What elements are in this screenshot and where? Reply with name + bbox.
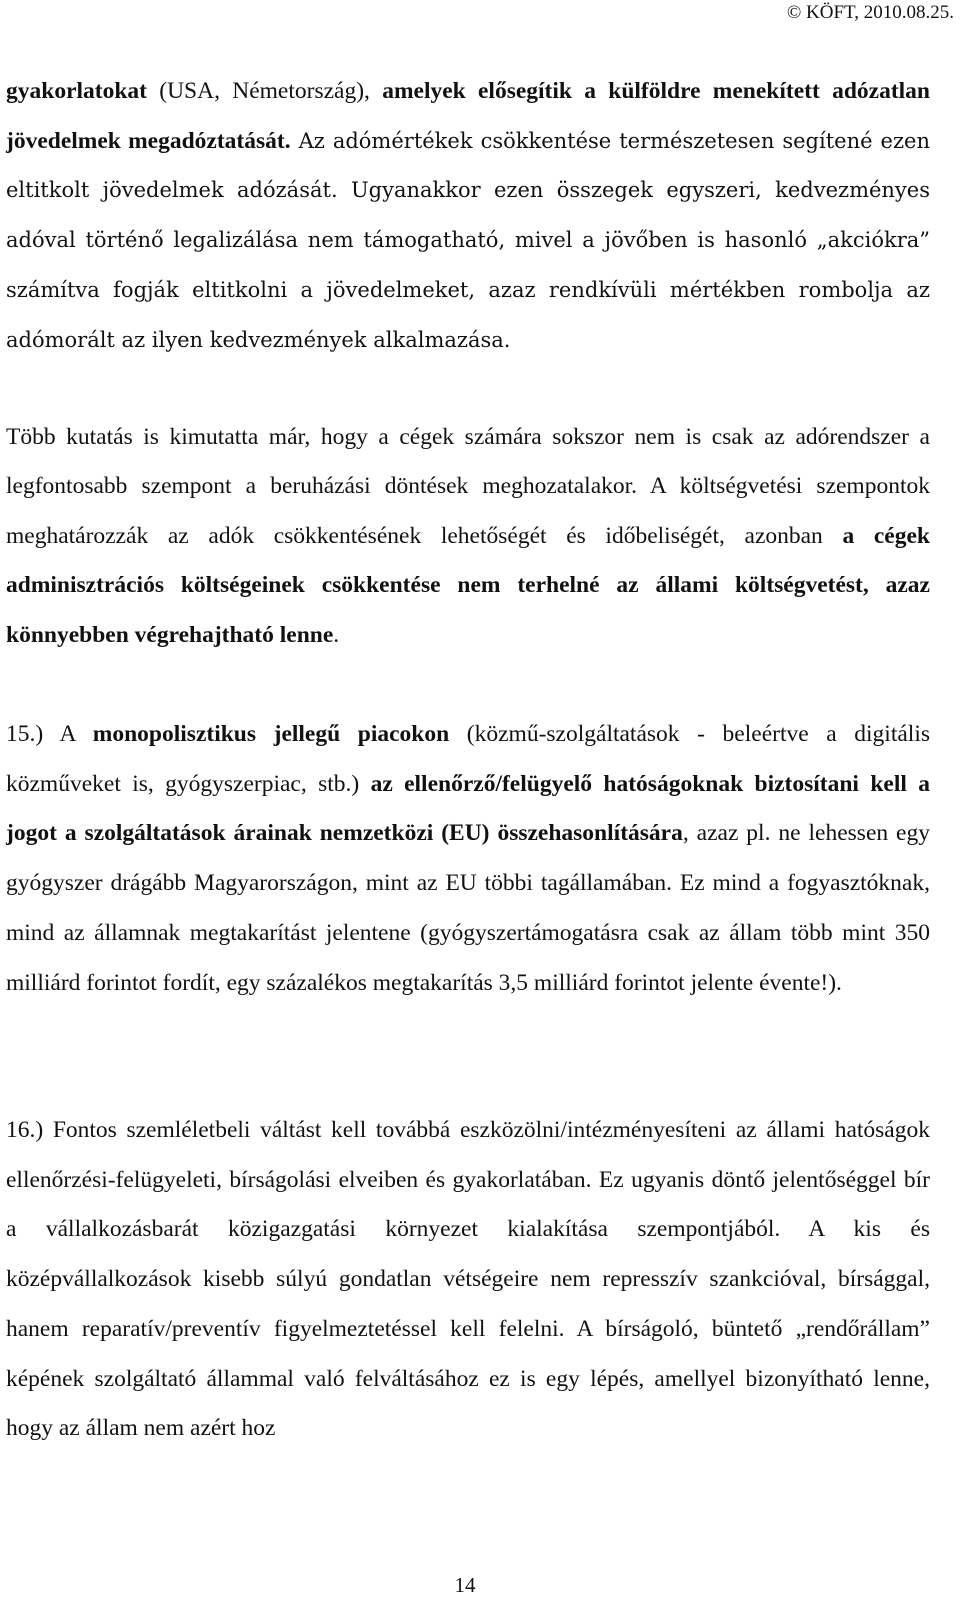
text-run: 15.) A <box>6 721 93 747</box>
paragraph-tax-amnesty <box>6 67 930 365</box>
paragraph-administrative-costs <box>6 413 930 660</box>
bold-text: a cégek adminisztrációs költségeinek csökkentése nem terhelné az állami költségvetést, azaz könnyebben végrehajtható lenne <box>6 522 930 648</box>
bold-text: monopolisztikus jellegű piacokon <box>92 721 450 747</box>
text-run: Az adómértékek csökkentése természetesen segítené ezen eltitkolt jövedelmek adózását. Ugyanakkor ezen összegek egyszeri, kedvezményes adóval történő legalizálása nem támogatható, mivel a jövőben is hasonló „akciókra” számítva fogják eltitkolni a jövedelmeket, azaz rendkívüli mértékben rombolja az adómorált az ilyen kedvezmények alkalmazása. <box>6 128 930 352</box>
bold-text: amelyek elősegítik a külföldre menekített adózatlan jövedelmek megadóztatását. <box>6 78 930 154</box>
text-run: . <box>333 621 340 648</box>
text-run: , azaz pl. ne lehessen egy gyógyszer drágább Magyarországon, mint az EU többi tagállamában. Ez mind a fogyasztóknak, mind az államnak megtakarítást jelentene (gyógyszertámogatásra csak az állam több mint 350 milliárd forintot fordít, egy százalékos megtakarítás 3,5 milliárd forintot jelente évente!). <box>6 820 930 996</box>
bold-text: az ellenőrző/felügyelő hatóságoknak biztosítani kell a jogot a szolgáltatások árainak nemzetközi (EU) összehasonlítására <box>6 770 930 847</box>
paragraph-item-16 <box>6 1106 930 1454</box>
document-header: © KÖFT, 2010.08.25. <box>786 2 954 23</box>
text-run: Több kutatás is kimutatta már, hogy a cégek számára sokszor nem is csak az adórendszer a legfontosabb szempont a beruházási döntések meghozatalakor. A költségvetési szempontok meghatározzák az adók csökkentésének lehetőségét és időbeliségét, azonban <box>6 424 930 549</box>
page-number: 14 <box>454 1573 476 1597</box>
text-run: (közmű-szolgáltatások - beleértve a digitális közműveket is, gyógyszerpiac, stb.) <box>6 721 930 797</box>
paragraph-item-15 <box>6 710 930 1008</box>
text-run: 16.) Fontos szemléletbeli váltást kell továbbá eszközölni/intézményesíteni az állami hatóságok ellenőrzési-felügyeleti, bírságolási elveiben és gyakorlatában. Ez ugyanis döntő jelentőséggel bír a vállalkozásbarát közigazgatási környezet kialakítása szempontjából. A kis és középvállalkozások kisebb súlyú gondatlan vétségeire nem represszív szankcióval, bírsággal, hanem reparatív/preventív figyelmeztetéssel kell felelni. A bírságoló, büntető „rendőrállam” képének szolgáltató állammal való felváltásához ez is egy lépés, amellyel bizonyítható lenne, hogy az állam nem azért hoz <box>6 1117 930 1442</box>
bold-text: gyakorlatokat <box>6 78 147 104</box>
text-run: (USA, Németország), <box>147 78 383 104</box>
